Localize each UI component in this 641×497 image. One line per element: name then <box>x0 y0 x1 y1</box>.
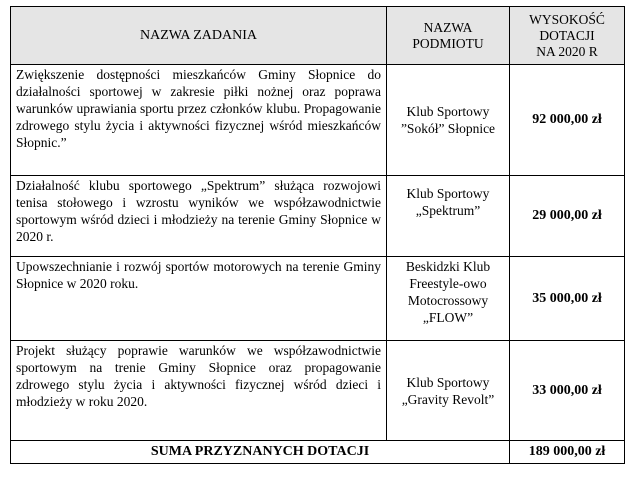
table-row <box>11 65 625 176</box>
entity-cell <box>387 341 510 441</box>
summary-label: SUMA PRZYZNANYCH DOTACJI <box>11 441 510 464</box>
amount-cell: 35 000,00 zł <box>510 257 625 341</box>
entity-line: Freestyle-owo <box>409 276 487 291</box>
grants-table <box>10 6 625 464</box>
task-cell: Projekt służący poprawie warunków we współzawodnictwie sportowym na trenie Gminy Słopnice oraz propagowanie zdrowego stylu życia i aktywności fizycznej wśród dzieci i młodzieży w roku 2020. <box>11 341 387 441</box>
header-amount-line2: DOTACJI <box>539 27 595 43</box>
task-cell: Upowszechnianie i rozwój sportów motorowych na terenie Gminy Słopnice w 2020 roku. <box>11 257 387 341</box>
entity-line: „Spektrum” <box>415 203 481 218</box>
header-amount-line3: NA 2020 R <box>536 43 598 59</box>
entity-line: Klub Sportowy <box>406 374 490 390</box>
amount-cell: 29 000,00 zł <box>510 176 625 257</box>
entity-cell <box>387 65 510 176</box>
table-row <box>11 176 625 257</box>
header-task-label: NAZWA ZADANIA <box>139 27 258 43</box>
entity-line: ”Sokół” Słopnice <box>400 121 496 136</box>
entity-line: „FLOW” <box>422 310 474 325</box>
summary-row <box>11 441 625 464</box>
summary-value: 189 000,00 zł <box>510 441 625 464</box>
header-amount <box>510 7 625 65</box>
entity-line: „Gravity Revolt” <box>401 391 495 407</box>
header-amount-line1: WYSOKOŚĆ <box>529 11 605 27</box>
task-cell: Zwiększenie dostępności mieszkańców Gminy Słopnice do działalności sportowej w zakresie piłki nożnej oraz poprawa warunków uprawiania sportu przez członków klubu. Propagowanie zdrowego stylu życia i aktywności fizycznej wśród mieszkańców Słopnic.” <box>11 65 387 176</box>
table-row <box>11 341 625 441</box>
entity-line: Motocrossowy <box>407 293 489 308</box>
table-row <box>11 257 625 341</box>
header-entity-line1: NAZWA <box>423 19 473 35</box>
task-cell: Działalność klubu sportowego „Spektrum” służąca rozwojowi tenisa stołowego i wzrostu wyników we współzawodnictwie sportowym wśród dzieci i młodzieży na terenie Gminy Słopnice w 2020 r. <box>11 176 387 257</box>
amount-cell: 33 000,00 zł <box>510 341 625 441</box>
entity-cell <box>387 176 510 257</box>
header-entity <box>387 7 510 65</box>
header-row <box>11 7 625 65</box>
entity-cell <box>387 257 510 341</box>
header-task <box>11 7 387 65</box>
entity-line: Klub Sportowy <box>406 104 490 119</box>
entity-line: Beskidzki Klub <box>405 259 491 274</box>
amount-cell: 92 000,00 zł <box>510 65 625 176</box>
header-entity-line2: PODMIOTU <box>412 35 484 51</box>
entity-line: Klub Sportowy <box>406 186 490 201</box>
